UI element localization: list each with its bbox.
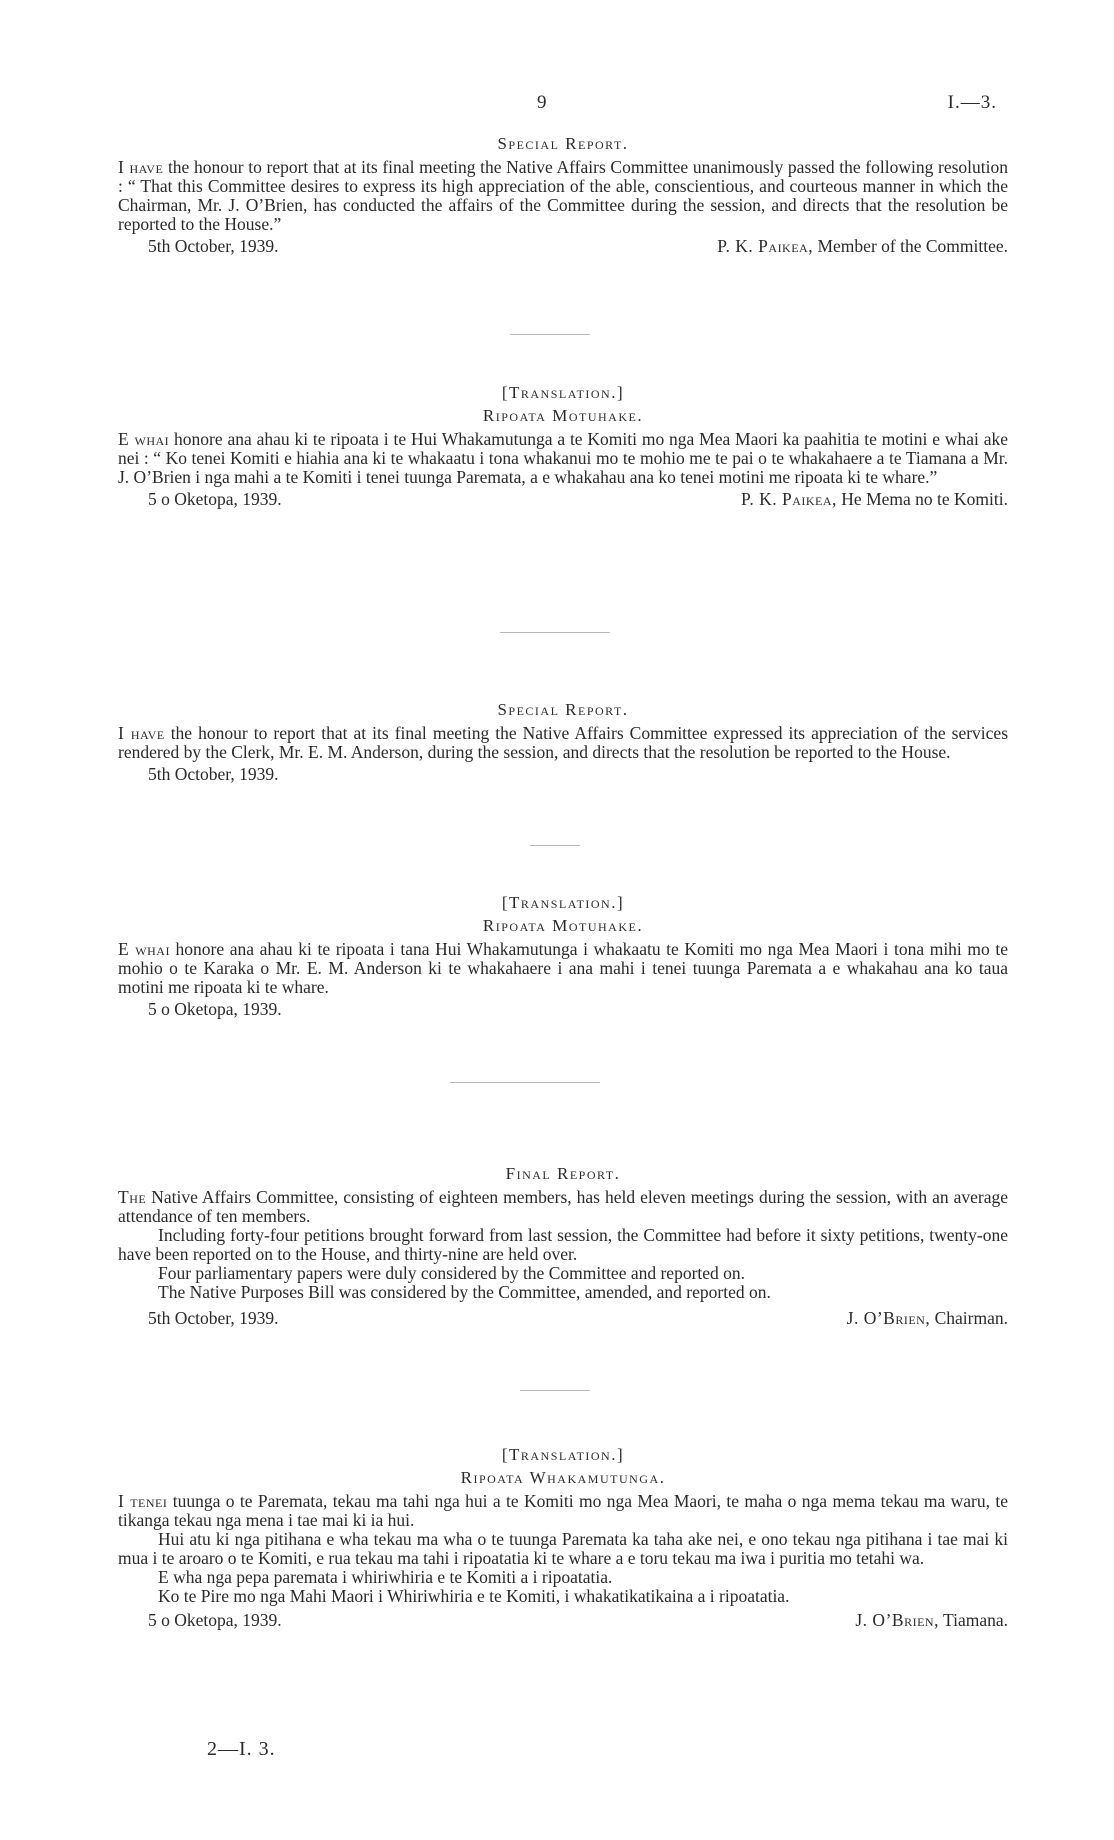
special-report-clerk [118,700,1008,786]
signatory-role: Chairman. [930,1308,1008,1328]
section-title: Special Report. [497,700,629,719]
translation-label: [Translation.] [501,1445,625,1464]
date: 5 o Oketopa, 1939. [148,1610,282,1630]
divider [450,1082,600,1083]
signatory-name: J. O’Brien, [855,1610,939,1630]
section-body [118,430,1008,487]
date: 5th October, 1939. [148,1308,279,1328]
section-body [118,940,1008,997]
signature [847,1308,1008,1329]
signatory-name: P. K. Paikea, [717,236,814,256]
signatory-role: Member of the Committee. [813,236,1008,256]
lead-words: I have [118,157,164,177]
page-number: 9 [537,92,548,113]
section-paragraph: Hui atu ki nga pitihana e wha tekau ma wha o te tuunga Paremata ka taha ake nei, e ono tekau nga pitihana i tae mai ki mua i te aroaro o te Komiti, e rua tekau ma tahi i ripoatatia ki te whare a e toru tekau ma iwa i puritia mo tetahi wa. [118,1529,1008,1568]
body-text: the honour to report that at its final meeting the Native Affairs Committee expressed its appreciation of the services rendered by the Clerk, Mr. E. M. Anderson, during the session, and directs that the resolution be reported to the House. [118,723,1009,762]
lead-words: E whai [118,429,170,449]
section-title: Ripoata Motuhake. [482,406,644,425]
section-body [118,158,1008,234]
divider [520,1390,590,1391]
section-title: Ripoata Whakamutunga. [460,1468,666,1487]
translation-clerk [118,893,1008,1021]
body-text: tuunga o te Paremata, tekau ma tahi nga hui a te Komiti mo nga Mea Maori, te maha o nga mema tekau ma waru, te tikanga tekau nga mena i tae mai ki ia hui. [118,1491,1008,1530]
signature [855,1610,1008,1631]
signature-row [118,1610,1008,1632]
lead-words: E whai [118,939,170,959]
final-report [118,1164,1008,1330]
date: 5th October, 1939. [148,764,279,784]
signature-row [118,489,1008,511]
translation-final-report [118,1445,1008,1632]
body-text: honore ana ahau ki te ripoata i te Hui Whakamutunga a te Komiti mo nga Mea Maori ka paahitia te motini e whai ake nei : “ Ko tenei Komiti e hiahia ana ki te whakaatu i tona whakanui mo te mohio me te pai o te whakahaere a te Tiamana a Mr. J. O’Brien i nga mahi a te Komiti i tenei tuunga Paremata, a e whakahau ana ko tenei motini me ripoata ki te whare.” [118,429,1008,487]
signatory-role: He Mema no te Komiti. [836,489,1008,509]
section-paragraph: E wha nga pepa paremata i whiriwhiria e te Komiti a i ripoatatia. [158,1567,613,1587]
section-paragraph: The Native Purposes Bill was considered by the Committee, amended, and reported on. [158,1282,771,1302]
section-title: Special Report. [497,134,629,153]
section-paragraph [118,1188,1008,1226]
date: 5 o Oketopa, 1939. [148,999,282,1019]
lead-words: I tenei [118,1491,168,1511]
divider [510,334,590,335]
divider [530,845,580,846]
section-paragraph: Four parliamentary papers were duly considered by the Committee and reported on. [158,1263,746,1283]
section-body [118,724,1008,762]
section-title: Final Report. [505,1164,621,1183]
translation-label: [Translation.] [501,383,625,402]
special-report-chairman [118,134,1008,258]
paper-reference: I.—3. [947,92,997,113]
date: 5th October, 1939. [148,236,279,256]
body-text: honore ana ahau ki te ripoata i tana Hui Whakamutunga i whakaatu te Komiti mo nga Mea Maori i tona mihi mo te mohio o te Karaka o Mr. E. M. Anderson ki te whakahaere i ana mahi i tenei tuunga Paremata a e whakahau ana ko taua motini me ripoata ki te whare. [118,939,1008,997]
signature-row [118,764,1008,786]
section-paragraph: Including forty-four petitions brought forward from last session, the Committee had before it sixty petitions, twenty-one have been reported on to the House, and thirty-nine are held over. [118,1225,1008,1264]
signature-mark: 2—I. 3. [207,1738,276,1760]
lead-words: I have [118,723,165,743]
signature-row [118,236,1008,258]
translation-chairman [118,383,1008,511]
section-paragraph [118,1492,1008,1530]
signatory-name: J. O’Brien, [846,1308,931,1328]
signatory-name: P. K. Paikea, [741,489,837,509]
signature [741,489,1008,510]
signature-row [118,999,1008,1021]
translation-label: [Translation.] [501,893,625,912]
signature [717,236,1008,257]
body-text: the honour to report that at its final meeting the Native Affairs Committee unanimously passed the following resolution : “ That this Committee desires to express its high appreciation of the able, conscientious, and courteous manner in which the Chairman, Mr. J. O’Brien, has conducted the affairs of the Committee during the session, and directs that the resolution be reported to the House.” [118,157,1009,234]
section-paragraph: Ko te Pire mo nga Mahi Maori i Whiriwhiria e te Komiti, i whakatikatikaina a i ripoatatia. [158,1586,790,1606]
signature-row [118,1308,1008,1330]
date: 5 o Oketopa, 1939. [148,489,282,509]
section-title: Ripoata Motuhake. [482,916,644,935]
lead-words: The [118,1187,147,1207]
signatory-role: Tiamana. [938,1610,1008,1630]
divider [500,632,610,633]
body-text: Native Affairs Committee, consisting of eighteen members, has held eleven meetings during the session, with an average attendance of ten members. [118,1187,1008,1226]
